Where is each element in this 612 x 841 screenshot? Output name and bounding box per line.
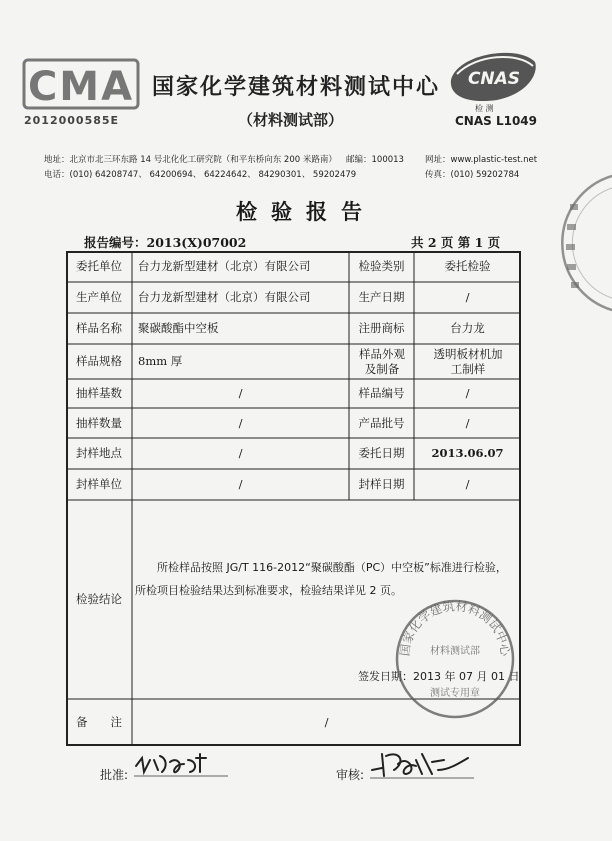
- value-sealing-location: /: [238, 446, 243, 461]
- approver-signature: [130, 748, 230, 780]
- value-sampling-base: /: [238, 386, 243, 401]
- label-sealing-location: 封样地点: [76, 446, 122, 461]
- label-batch-number: 产品批号: [358, 415, 405, 430]
- value-remarks: /: [324, 715, 329, 730]
- value-batch-number: /: [465, 415, 470, 430]
- cma-logo: [22, 58, 140, 110]
- label-sealing-date: 封样日期: [358, 477, 405, 492]
- label-conclusion: 检验结论: [76, 592, 122, 607]
- label-trademark: 注册商标: [358, 321, 405, 336]
- label-sample-name: 样品名称: [76, 321, 122, 336]
- fax-text: 传真：(010) 59202784: [425, 170, 520, 180]
- organization-department: （材料测试部）: [238, 111, 344, 129]
- website-text: 网址：www.plastic-test.net: [425, 155, 538, 165]
- official-stamp: [392, 596, 518, 722]
- svg-text:国家化学建筑材料测试中心: 国家化学建筑材料测试中心: [397, 599, 513, 657]
- label-sampling-quantity: 抽样数量: [76, 415, 122, 430]
- label-test-type: 检验类别: [358, 259, 405, 274]
- side-stamp-fragment: [558, 168, 612, 318]
- postcode-text: 邮编：100013: [346, 155, 404, 165]
- label-sample-number: 样品编号: [358, 386, 405, 401]
- report-title: 检验报告: [236, 200, 376, 224]
- label-remarks: 备 注: [76, 715, 122, 730]
- review-label: 审核:: [336, 768, 365, 782]
- label-commission-date: 委托日期: [358, 446, 405, 461]
- svg-text:CMA: CMA: [27, 64, 135, 110]
- value-sample-appearance: 透明板材机加工制样: [433, 347, 503, 376]
- report-number: 报告编号：2013(X)07002: [84, 235, 247, 250]
- conclusion-text: 所检样品按照 JG/T 116-2012“聚碳酸酯（PC）中空板”标准进行检验，所检项目检验结果达到标准要求，检验结果详见 2 页。: [135, 561, 507, 597]
- cnas-logo: [447, 44, 539, 106]
- label-manufacturer: 生产单位: [76, 290, 122, 305]
- address-text: 地址：北京市北三环东路 14 号北化化工研究院（和平东桥向东 200 米路南）: [44, 155, 337, 165]
- label-sealing-unit: 封样单位: [76, 477, 122, 492]
- cnas-number: CNAS L1049: [455, 114, 538, 128]
- label-sample-spec: 样品规格: [76, 354, 122, 369]
- page-count: 共 2 页 第 1 页: [411, 235, 501, 250]
- reviewer-signature: [368, 744, 478, 782]
- value-manufacturer: 台力龙新型建材（北京）有限公司: [138, 290, 311, 305]
- phone-text: 电话：(010) 64208747、 64200694、 64224642、 84290301、 59202479: [44, 170, 357, 180]
- label-production-date: 生产日期: [358, 290, 405, 305]
- value-sample-spec: 8mm 厚: [138, 354, 183, 369]
- label-client: 委托单位: [76, 259, 122, 274]
- value-trademark: 台力龙: [450, 321, 485, 336]
- organization-name: 国家化学建筑材料测试中心: [152, 75, 441, 100]
- value-sampling-quantity: /: [238, 415, 243, 430]
- cnas-label: 检 测: [475, 104, 494, 113]
- cma-certificate-code: 2012000585E: [24, 114, 120, 127]
- value-sealing-date: /: [465, 477, 470, 492]
- value-client: 台力龙新型建材（北京）有限公司: [138, 259, 311, 274]
- value-sample-name: 聚碳酸酯中空板: [138, 321, 219, 336]
- value-sealing-unit: /: [238, 477, 243, 492]
- svg-text:测试专用章: 测试专用章: [430, 688, 480, 699]
- value-commission-date: 2013.06.07: [431, 446, 504, 461]
- value-production-date: /: [465, 290, 470, 305]
- label-sampling-base: 抽样基数: [76, 386, 122, 401]
- issue-date: 签发日期：2013 年 07 月 01 日: [358, 670, 520, 683]
- approve-label: 批准:: [100, 768, 129, 782]
- svg-text:CNAS: CNAS: [467, 69, 521, 89]
- value-test-type: 委托检验: [444, 259, 491, 274]
- label-sample-appearance: 样品外观及制备: [359, 347, 405, 376]
- value-sample-number: /: [465, 386, 470, 401]
- svg-text:材料测试部: 材料测试部: [430, 646, 480, 657]
